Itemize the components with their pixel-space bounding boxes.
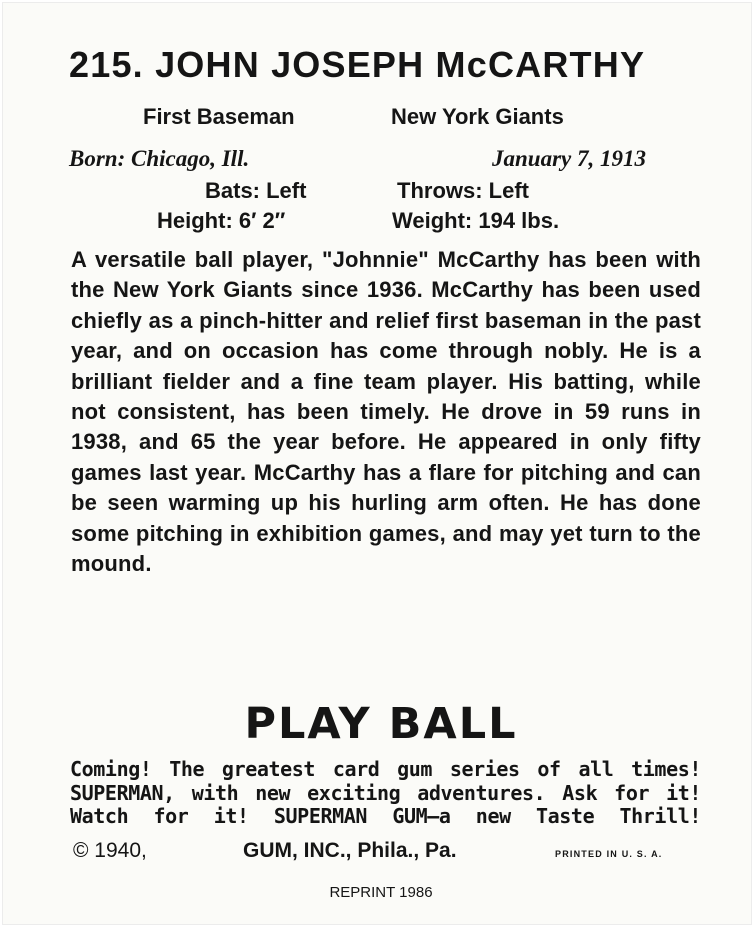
player-team: New York Giants xyxy=(391,104,564,129)
promo-line: SUPERMAN, with new exciting adventures. Ask for it! xyxy=(70,780,701,805)
play-ball-heading: PLAY BALL xyxy=(244,699,518,749)
copyright: © 1940, xyxy=(73,839,147,862)
bats-info: Bats: Left xyxy=(205,178,307,203)
promo-line: Watch for it! SUPERMAN GUM—a new Taste Thrill! xyxy=(70,804,701,828)
player-biography: A versatile ball player, "Johnnie" McCarthy has been with the New York Giants since 1936. McCarthy has been used chiefly as a pinch-hitter and relief first baseman in the past year, and on occasion has come through nobly. He is a brilliant fielder and a fine team player. His batting, while not consistent, has been timely. He drove in 59 runs in 1938, and 65 the year before. He appeared in only fifty games last year. McCarthy has a flare for pitching and can be seen warming up his hurling arm often. He has done some pitching in exhibition games, and may yet turn to the mound. xyxy=(71,247,701,577)
publisher: GUM, INC., Phila., Pa. xyxy=(243,839,457,862)
birthdate: January 7, 1913 xyxy=(492,146,646,171)
height-info: Height: 6′ 2″ xyxy=(157,208,286,233)
birthplace: Born: Chicago, Ill. xyxy=(69,146,250,171)
weight-info: Weight: 194 lbs. xyxy=(392,208,560,233)
printed-in-usa: PRINTED IN U. S. A. xyxy=(555,849,663,859)
player-title: 215. JOHN JOSEPH McCARTHY xyxy=(69,44,646,85)
throws-info: Throws: Left xyxy=(397,178,529,203)
promo-line: Coming! The greatest card gum series of all times! xyxy=(70,757,701,781)
card-back xyxy=(2,2,752,925)
player-position: First Baseman xyxy=(143,104,295,129)
reprint-note: REPRINT 1986 xyxy=(329,884,433,901)
promo-text xyxy=(70,758,701,829)
